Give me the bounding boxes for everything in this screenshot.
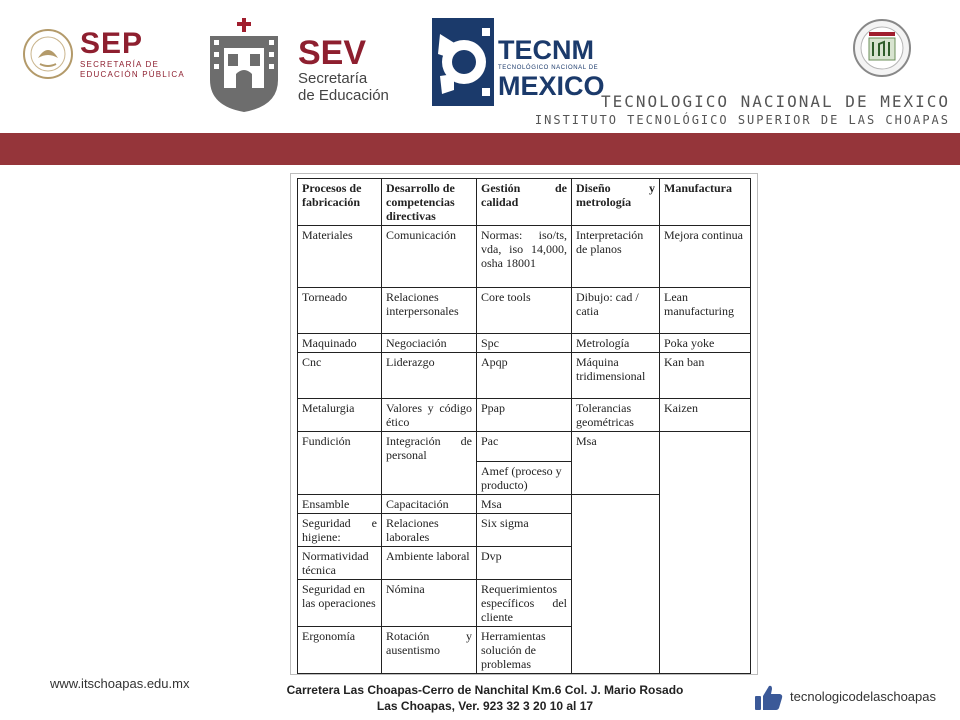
table-cell: Kaizen — [660, 399, 751, 432]
table-cell: Metalurgia — [298, 399, 382, 432]
sep-line2: EDUCACIÓN PÚBLICA — [80, 70, 185, 79]
table-cell: Torneado — [298, 288, 382, 334]
table-cell: Máquina tridimensional — [572, 353, 660, 399]
table-cell: Negociación — [382, 334, 477, 353]
table-cell — [660, 432, 751, 674]
institute-line1: TECNOLOGICO NACIONAL DE MEXICO — [601, 92, 950, 111]
sep-wordmark: SEP — [80, 27, 144, 60]
table-cell: Mejora continua — [660, 226, 751, 288]
table-cell: Materiales — [298, 226, 382, 288]
table-cell: Capacitación — [382, 495, 477, 514]
sep-line1: SECRETARÍA DE — [80, 60, 160, 69]
table-cell: Comunicación — [382, 226, 477, 288]
sev-line1: Secretaría — [298, 70, 368, 87]
thumbs-up-icon — [754, 684, 784, 712]
table-cell: Seguridad en las operaciones — [298, 580, 382, 627]
header-band — [0, 133, 960, 165]
sev-wordmark: SEV — [298, 34, 367, 72]
table-cell: Integración de personal — [382, 432, 477, 495]
sep-logo — [22, 28, 192, 88]
table-cell — [572, 495, 660, 674]
table-cell: Spc — [477, 334, 572, 353]
sev-line2: de Educación — [298, 87, 389, 104]
table-row — [298, 334, 751, 353]
institute-line2: INSTITUTO TECNOLÓGICO SUPERIOR DE LAS CHOAPAS — [534, 113, 950, 127]
tecnm-emblem-icon — [430, 14, 496, 110]
veracruz-shield-icon — [204, 18, 284, 113]
institute-title — [535, 92, 950, 128]
tecnm-subtitle: TECNOLÓGICO NACIONAL DE — [498, 65, 599, 71]
table-cell: Maquinado — [298, 334, 382, 353]
table-header-row — [298, 179, 751, 226]
table-cell: Lean manufacturing — [660, 288, 751, 334]
header-cell: Procesos de fabricación — [298, 179, 382, 226]
website-link[interactable]: www.itschoapas.edu.mx — [50, 676, 190, 691]
table-row — [298, 288, 751, 334]
table-cell: Cnc — [298, 353, 382, 399]
table-cell: Interpretación de planos — [572, 226, 660, 288]
competencies-table — [297, 178, 751, 674]
header-cell: Gestión de calidad — [477, 179, 572, 226]
mexico-seal-icon — [22, 28, 74, 80]
table-cell: Normatividad técnica — [298, 547, 382, 580]
header-cell: Desarrollo de competencias directivas — [382, 179, 477, 226]
table-cell: Relaciones interpersonales — [382, 288, 477, 334]
table-cell: Liderazgo — [382, 353, 477, 399]
table-cell: Normas: iso/ts, vda, iso 14,000, osha 18001 — [477, 226, 572, 288]
header-cell: Manufactura — [660, 179, 751, 226]
itsch-seal-icon — [852, 18, 912, 78]
table-cell: Seguridad e higiene: — [298, 514, 382, 547]
table-row — [298, 353, 751, 399]
table-cell: Valores y código ético — [382, 399, 477, 432]
address-line1: Carretera Las Choapas-Cerro de Nanchital Km.6 Col. J. Mario Rosado — [286, 683, 684, 697]
header-logos — [0, 0, 960, 132]
table-cell: Relaciones laborales — [382, 514, 477, 547]
table-cell: Dibujo: cad / catia — [572, 288, 660, 334]
table-cell: Kan ban — [660, 353, 751, 399]
table-cell: Amef (proceso y producto) — [477, 462, 572, 495]
table-cell: Core tools — [477, 288, 572, 334]
table-cell: Nómina — [382, 580, 477, 627]
header-cell: Diseño y metrología — [572, 179, 660, 226]
table-row — [298, 432, 751, 462]
table-cell: Pac — [477, 432, 572, 462]
table-row — [298, 226, 751, 288]
table-cell: Six sigma — [477, 514, 572, 547]
table-cell: Fundición — [298, 432, 382, 495]
table-cell: Ensamble — [298, 495, 382, 514]
table-image — [290, 173, 758, 675]
table-cell: Poka yoke — [660, 334, 751, 353]
sev-logo — [204, 18, 404, 113]
table-cell: Ppap — [477, 399, 572, 432]
table-cell: Requerimientos específicos del cliente — [477, 580, 572, 627]
tecnm-country: MEXICO — [498, 71, 605, 101]
table-cell: Tolerancias geométricas — [572, 399, 660, 432]
table-cell: Ergonomía — [298, 627, 382, 674]
table-cell: Apqp — [477, 353, 572, 399]
table-cell: Rotación y ausentismo — [382, 627, 477, 674]
table-row — [298, 399, 751, 432]
footer-address — [270, 682, 700, 714]
table-cell: Msa — [572, 432, 660, 495]
table-cell: Ambiente laboral — [382, 547, 477, 580]
tecnm-wordmark: TECNM — [498, 35, 594, 65]
table-cell: Metrología — [572, 334, 660, 353]
facebook-label[interactable]: tecnologicodelaschoapas — [790, 689, 936, 704]
table-cell: Dvp — [477, 547, 572, 580]
table-cell: Herramientas solución de problemas — [477, 627, 572, 674]
table-cell: Msa — [477, 495, 572, 514]
address-line2: Las Choapas, Ver. 923 32 3 20 10 al 17 — [376, 699, 594, 713]
